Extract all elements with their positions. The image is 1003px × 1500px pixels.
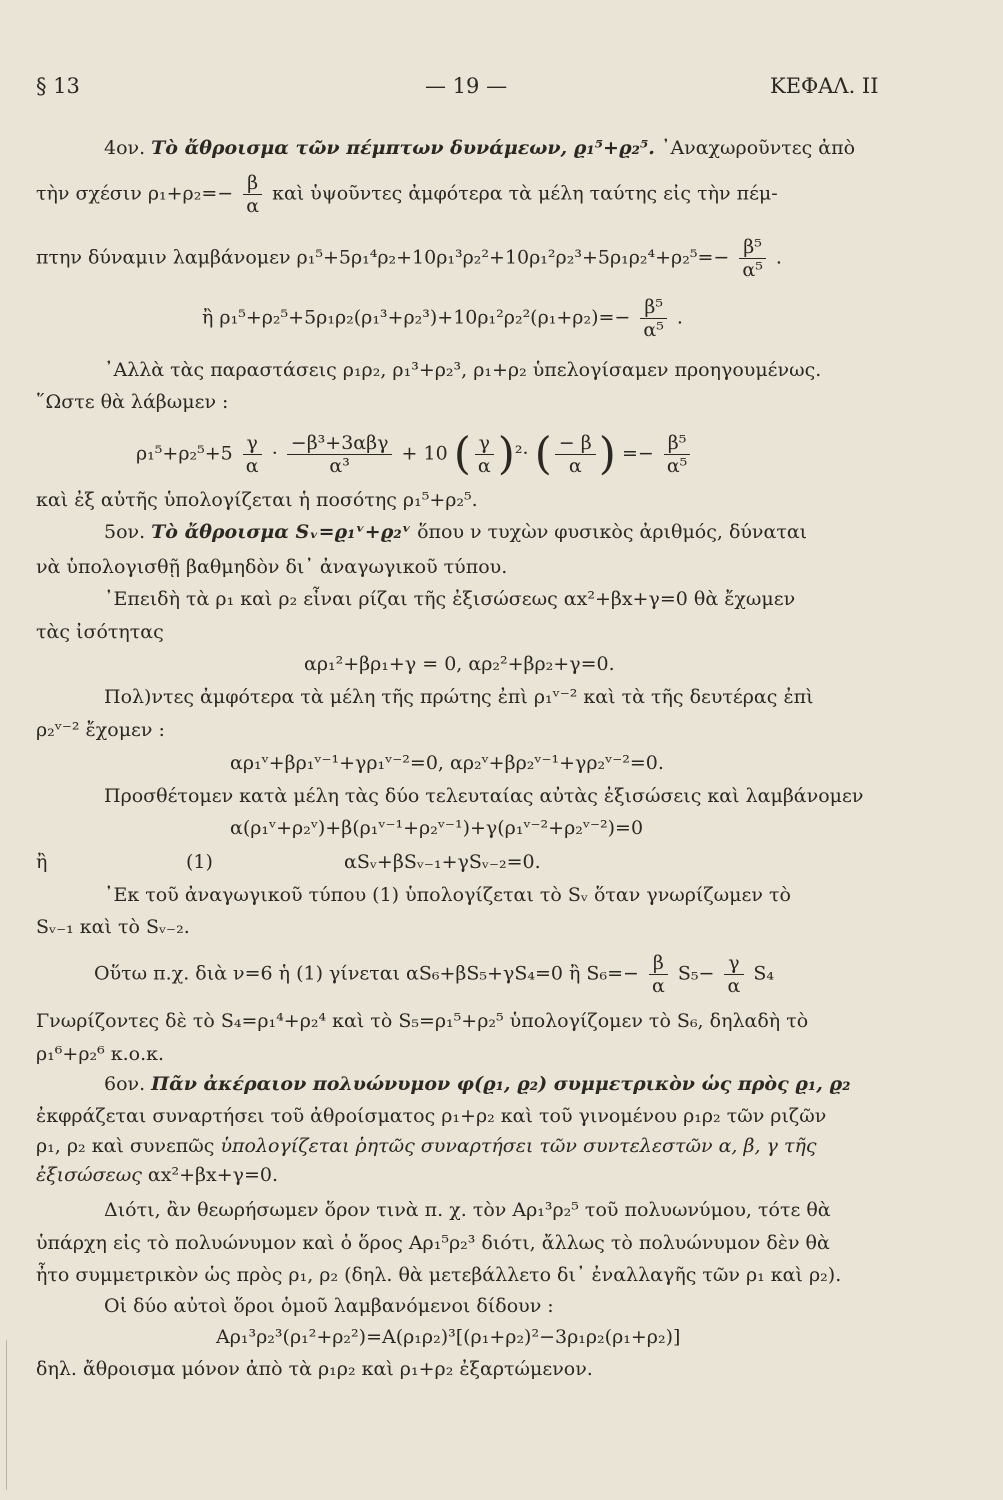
text-segment: ρ₁⁵+ρ₂⁵+5 xyxy=(136,442,233,465)
text-segment: αSᵥ+βSᵥ₋₁+γSᵥ₋₂=0. xyxy=(344,851,541,873)
equation-line: αρ₁²+βρ₁+γ = 0, αρ₂²+βρ₂+γ=0. xyxy=(304,653,615,675)
fraction xyxy=(287,432,393,477)
denominator: α xyxy=(727,975,741,997)
fraction xyxy=(723,952,744,997)
text-line: δηλ. ἄθροισμα μόνον ἀπὸ τὰ ρ₁ρ₂ καὶ ρ₁+ρ₂ ἐξαρτώμενον. xyxy=(36,1358,593,1380)
text-line: Οἱ δύο αὐτοὶ ὅροι ὁμοῦ λαμβανόμενοι δίδουν : xyxy=(104,1295,554,1317)
text-segment: πτην δύναμιν λαμβάνομεν ρ₁⁵+5ρ₁⁴ρ₂+10ρ₁³ρ₂²+10ρ₁²ρ₂³+5ρ₁ρ₂⁴+ρ₂⁵=− xyxy=(36,246,730,269)
item-4-heading xyxy=(104,136,855,160)
denominator: α xyxy=(477,455,491,477)
item-title: Τὸ ἄθροισμα Sᵥ=ϱ₁ᵛ+ϱ₂ᵛ xyxy=(151,521,412,543)
text-line: Sᵥ₋₁ καὶ τὸ Sᵥ₋₂. xyxy=(36,916,190,938)
right-paren: ) xyxy=(598,428,616,480)
denominator: α⁵ xyxy=(643,319,664,341)
left-paren: ( xyxy=(453,428,471,480)
text-line: Γνωρίζοντες δὲ τὸ S₄=ρ₁⁴+ρ₂⁴ καὶ τὸ S₅=ρ₁⁵+ρ₂⁵ ὑπολογίζομεν τὸ S₆, δηλαδὴ τὸ xyxy=(36,1010,809,1032)
equation-line: α(ρ₁ᵛ+ρ₂ᵛ)+β(ρ₁ᵛ⁻¹+ρ₂ᵛ⁻¹)+γ(ρ₁ᵛ⁻²+ρ₂ᵛ⁻²)=0 xyxy=(230,817,644,839)
denominator: α⁵ xyxy=(742,259,763,281)
denominator: α xyxy=(245,455,259,477)
text-line: καὶ ἐξ αὐτῆς ὑπολογίζεται ἡ ποσότης ρ₁⁵+ρ₂⁵. xyxy=(36,489,478,511)
numerator: − β xyxy=(555,432,596,455)
equation-line xyxy=(136,428,694,480)
text-line: ρ₁⁶+ρ₂⁶ κ.ο.κ. xyxy=(36,1043,165,1065)
text-line xyxy=(36,1134,817,1158)
text-line: ῞Ωστε θὰ λάβωμεν : xyxy=(36,391,229,413)
text-segment: · xyxy=(271,442,278,465)
right-paren: ) xyxy=(497,428,515,480)
text-segment: Οὕτω π.χ. διὰ ν=6 ἡ (1) γίνεται αS₆+βS₅+γS₄=0 ἢ S₆=− xyxy=(94,962,639,985)
numerator: γ xyxy=(243,432,262,455)
text-line: ᾿Εκ τοῦ ἀναγωγικοῦ τύπου (1) ὑπολογίζεται τὸ Sᵥ ὅταν γνωρίζωμεν τὸ xyxy=(104,884,791,906)
numerator: γ xyxy=(475,432,494,455)
denominator: α xyxy=(246,195,260,217)
denominator: α xyxy=(651,975,665,997)
equation-line xyxy=(202,296,683,341)
equation-line: Αρ₁³ρ₂³(ρ₁²+ρ₂²)=Α(ρ₁ρ₂)³[(ρ₁+ρ₂)²−3ρ₁ρ₂(ρ₁+ρ₂)] xyxy=(216,1326,681,1348)
text-line: ρ₂ᵛ⁻² ἔχομεν : xyxy=(36,719,165,741)
italic-segment: ἐξισώσεως xyxy=(36,1164,142,1186)
text-line: Πολ)ντες ἀμφότερα τὰ μέλη τῆς πρώτης ἐπὶ ρ₁ᵛ⁻² καὶ τὰ τῆς δευτέρας ἐπὶ xyxy=(104,686,814,708)
denominator: α xyxy=(568,455,582,477)
text-line: ὑπάρχη εἰς τὸ πολυώνυμον καὶ ὁ ὅρος Αρ₁⁵ρ₂³ διότι, ἄλλως τὸ πολυώνυμον δὲν θὰ xyxy=(36,1232,830,1254)
text-segment: =− xyxy=(621,442,654,465)
text-line: νὰ ὑπολογισθῇ βαθμηδὸν δι᾿ ἀναγωγικοῦ τύπου. xyxy=(36,556,508,578)
section-number: § 13 xyxy=(36,74,80,98)
text-line: ᾿Αλλὰ τὰς παραστάσεις ρ₁ρ₂, ρ₁³+ρ₂³, ρ₁+ρ₂ ὑπελογίσαμεν προηγουμένως. xyxy=(104,359,822,381)
text-segment: S₄ xyxy=(753,962,774,985)
item-label: 4ον. xyxy=(104,137,146,159)
equation-line: αρ₁ᵛ+βρ₁ᵛ⁻¹+γρ₁ᵛ⁻²=0, αρ₂ᵛ+βρ₂ᵛ⁻¹+γρ₂ᵛ⁻²=0. xyxy=(230,752,664,774)
text-segment: + 10 xyxy=(401,442,448,465)
text-segment: ἢ ρ₁⁵+ρ₂⁵+5ρ₁ρ₂(ρ₁³+ρ₂³)+10ρ₁²ρ₂²(ρ₁+ρ₂)=− xyxy=(202,306,631,329)
text-segment: ρ₁, ρ₂ καὶ συνεπῶς xyxy=(36,1135,215,1157)
equation-number: (1) xyxy=(186,851,213,873)
text-segment: καὶ ὑψοῦντες ἀμφότερα τὰ μέλη ταύτης εἰς τὴν πέμ- xyxy=(272,182,778,205)
fraction xyxy=(639,296,667,341)
text-line xyxy=(36,172,778,217)
fraction xyxy=(242,172,263,217)
equation-line xyxy=(94,952,774,997)
page-edge-line xyxy=(6,1340,7,1490)
equation-line xyxy=(36,236,782,281)
fraction xyxy=(738,236,766,281)
text-segment: αx²+βx+γ=0. xyxy=(147,1164,279,1186)
text-line: ἐκφράζεται συναρτήσει τοῦ ἀθροίσματος ρ₁+ρ₂ καὶ τοῦ γινομένου ρ₁ρ₂ τῶν ριζῶν xyxy=(36,1105,827,1127)
numerator: β⁵ xyxy=(664,432,691,455)
text-segment: τὴν σχέσιν ρ₁+ρ₂=− xyxy=(36,182,234,205)
text-segment: S₅− xyxy=(677,962,715,985)
fraction xyxy=(242,432,263,477)
item-text: ᾿Αναχωροῦντες ἀπὸ xyxy=(660,137,856,159)
page-number: — 19 — xyxy=(425,74,508,98)
fraction xyxy=(663,432,691,477)
chapter-label: ΚΕΦΑΛ. II xyxy=(770,74,879,98)
text-line: Προσθέτομεν κατὰ μέλη τὰς δύο τελευταίας αὐτὰς ἐξισώσεις καὶ λαμβάνομεν xyxy=(104,785,864,807)
text-segment: . xyxy=(676,306,683,329)
numerator: β xyxy=(649,952,668,975)
item-title: Πᾶν ἀκέραιον πολυώνυμον φ(ϱ₁, ϱ₂) συμμετρικὸν ὡς πρὸς ϱ₁, ϱ₂ xyxy=(151,1073,851,1095)
denominator: α⁵ xyxy=(666,455,688,477)
text-line: Διότι, ἂν θεωρήσωμεν ὅρον τινὰ π. χ. τὸν Αρ₁³ρ₂⁵ τοῦ πολυωνύμου, τότε θὰ xyxy=(104,1199,831,1221)
italic-segment: ὑπολογίζεται ῥητῶς συναρτήσει τῶν συντελεστῶν α, β, γ τῆς xyxy=(220,1135,817,1157)
fraction xyxy=(474,432,495,477)
text-segment: . xyxy=(775,246,782,269)
item-label: 6ον. xyxy=(104,1073,146,1095)
fraction xyxy=(648,952,669,997)
item-label: 5ον. xyxy=(104,521,146,543)
item-5-heading xyxy=(104,520,807,544)
text-line: ἦτο συμμετρικὸν ὡς πρὸς ρ₁, ρ₂ (δηλ. θὰ μετεβάλλετο δι᾿ ἐναλλαγῆς τῶν ρ₁ καὶ ρ₂). xyxy=(36,1264,842,1286)
numerator: β xyxy=(243,172,262,195)
numerator: β⁵ xyxy=(739,236,766,259)
item-6-heading xyxy=(104,1072,850,1096)
text-segment: ἢ xyxy=(36,851,48,873)
item-title: Τὸ ἄθροισμα τῶν πέμπτων δυνάμεων, ϱ₁⁵+ϱ₂⁵. xyxy=(151,137,655,159)
text-segment: ²· xyxy=(514,442,529,465)
denominator: α³ xyxy=(329,455,350,477)
text-line: ᾿Επειδὴ τὰ ρ₁ καὶ ρ₂ εἶναι ρίζαι τῆς ἐξισώσεως αx²+βx+γ=0 θὰ ἔχωμεν xyxy=(104,588,796,610)
text-line xyxy=(36,1163,278,1187)
equation-line xyxy=(36,850,856,874)
item-text: ὅπου ν τυχὼν φυσικὸς ἀριθμός, δύναται xyxy=(417,521,808,543)
left-paren: ( xyxy=(534,428,552,480)
text-line: τὰς ἰσότητας xyxy=(36,621,164,643)
numerator: γ xyxy=(724,952,743,975)
numerator: −β³+3αβγ xyxy=(287,432,393,455)
numerator: β⁵ xyxy=(640,296,667,319)
fraction xyxy=(555,432,596,477)
